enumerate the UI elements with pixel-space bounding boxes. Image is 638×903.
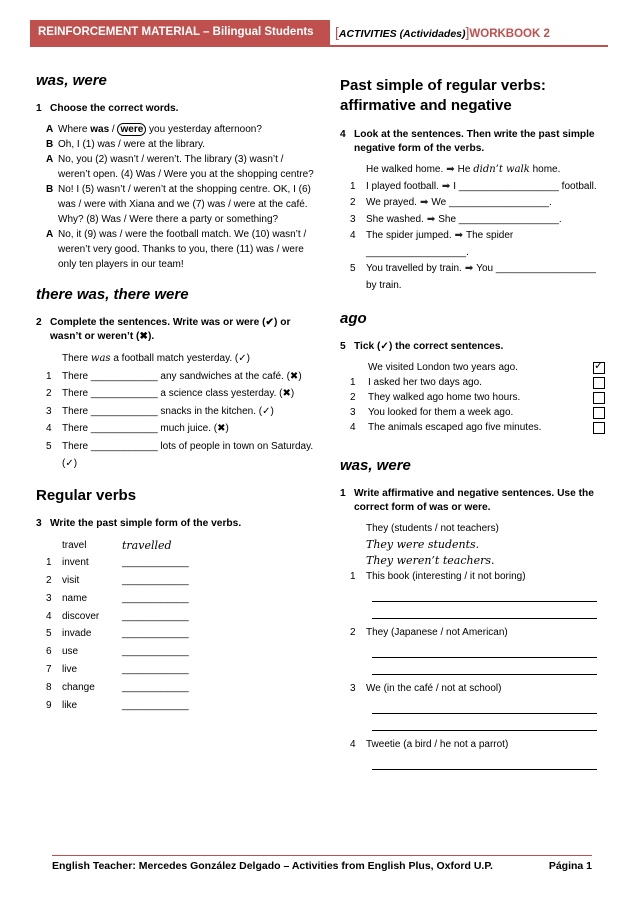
checkbox[interactable] [593,362,605,374]
answer-line[interactable] [372,602,597,619]
section-title: there was, there were [36,286,189,303]
list-item: 1 There ____________ any sandwiches at the café. (✖) [46,370,302,382]
list-item: 2 There ____________ a science class yesterday. (✖) [46,388,295,399]
list-item: 3 She washed. ➡ She __________________. [340,212,605,229]
answer-line[interactable] [372,658,597,675]
page-header [30,20,608,47]
list-item: 2 They walked ago home two hours. [340,390,605,405]
example-item: We visited London two years ago. ✓ [368,360,604,373]
left-column [36,60,316,714]
answer-line[interactable] [372,753,597,770]
list-item: 3 There ____________ snacks in the kitchen. (✓) [46,405,274,417]
list-item: 4 The spider jumped. ➡ The spider __________________. [350,230,514,258]
section-title: ago [340,310,367,327]
answer-line[interactable] [372,697,597,714]
footer-text: English Teacher: Mercedes González Delgado – Activities from English Plus, Oxford U.P. [52,860,493,872]
list-item: 1 I asked her two days ago. [340,375,605,390]
right-arrow-icon: ➡ [446,164,455,175]
example-row: travel travelled [62,538,172,552]
instruction: 3 Write the past simple form of the verbs. [36,517,242,529]
workbook-label: WORKBOOK 2 [469,28,550,40]
verb-row: 9 like ____________ [46,699,189,711]
verb-row: 5 invade ____________ [46,628,189,640]
right-arrow-icon: ➡ [454,230,463,241]
verb-row: 6 use ____________ [46,646,189,658]
exercise-list [36,350,316,473]
instruction: 1 Choose the correct words. [36,103,179,114]
list-item: 1 I played football. ➡ I __________________ football. [340,179,605,196]
header-right [335,20,550,45]
example-answer: They weren’t teachers. [366,554,495,567]
answer-line[interactable] [372,585,597,602]
verb-row: 8 change ____________ [46,681,189,693]
list-item: 4 Tweetie (a bird / he not a parrot) [350,739,509,750]
list-item: 4 The animals escaped ago five minutes. [340,420,605,435]
instruction: 4 Look at the sentences. Then write the past simple negative form of the verbs. [340,129,595,154]
example-item: He walked home. ➡ He didn’t walk home. [340,162,605,179]
checkbox[interactable] [593,422,605,434]
list-item: 1 This book (interesting / it not boring) [350,571,526,582]
right-arrow-icon: ➡ [441,180,451,192]
list-item: 3 We (in the café / not at school) [350,683,502,694]
right-arrow-icon: ➡ [419,197,429,208]
verb-row: 4 discover ____________ [46,610,189,622]
page-footer [52,855,592,872]
bracket-open: [ [335,24,339,40]
verb-row: 3 name ____________ [46,592,189,604]
right-column [340,60,605,770]
exercise-list [340,162,605,294]
page-number: Página 1 [548,860,592,872]
verb-row: 7 live ____________ [46,664,189,676]
checkbox[interactable] [593,392,605,404]
list-item: 4 There ____________ much juice. (✖) [46,423,229,434]
checkbox[interactable] [593,407,605,419]
example-answer: They were students. [366,538,480,551]
verb-table [36,537,316,715]
instruction: 5 Tick (✓) the correct sentences. [340,341,504,352]
instruction: 2 Complete the sentences. Write was or were (✔) or wasn’t or weren’t (✖). [36,317,291,342]
instruction: 1 Write affirmative and negative sentences. Use the correct form of was or were. [340,488,594,513]
section-title: was, were [340,457,411,474]
dialogue-line: A No, you (2) wasn’t / weren’t. The library (3) wasn’t / weren’t open. (4) Was / Were you at the shopping centre? [46,154,314,180]
answer-line[interactable] [372,714,597,731]
verb-row: 1 invent ____________ [46,557,189,569]
example-item: There was a football match yesterday. (✓) [62,353,250,364]
list-item: 2 They (Japanese / not American) [350,627,508,638]
section-title: Past simple of regular verbs: affirmative and negative [340,77,546,114]
section-title: Regular verbs [36,486,137,504]
tick-list [340,360,605,435]
section-title: was, were [36,72,107,89]
dialogue-line: B Oh, I (1) was / were at the library. [46,139,206,150]
right-arrow-icon: ➡ [426,213,436,225]
activities-label: ACTIVITIES (Actividades) [338,28,466,40]
list-item: 2 We prayed. ➡ We __________________. [340,195,605,212]
verb-row: 2 visit ____________ [46,575,189,587]
circled-answer: were [117,123,146,136]
list-item: 3 You looked for them a week ago. [340,405,605,420]
bracket-close: ] [465,24,470,40]
dialogue-line: A Where was / were you yesterday afternoon? [46,124,262,135]
dialogue-line: A No, it (9) was / were the football match. We (10) wasn’t / weren’t very good. Thanks to you, there (11) was / were only ten players in our team! [46,229,307,270]
list-item: 5 There ____________ lots of people in town on Saturday. (✓) [46,440,314,469]
list-item: 5 You travelled by train. ➡ You __________________ by train. [350,263,596,291]
dialogue [36,122,316,272]
answer-line[interactable] [372,641,597,658]
header-title: REINFORCEMENT MATERIAL – Bilingual Students [30,20,330,45]
example-item: They (students / not teachers) [366,523,499,534]
check-icon: ✓ [594,360,604,372]
dialogue-line: B No! I (5) wasn’t / weren’t at the shopping centre. OK, I (6) was / were with Xiana and we (7) was / were at the café. Why? (8) Was / Were there a party or something? [46,184,311,225]
exercise-list [340,521,605,770]
right-arrow-icon: ➡ [464,263,474,274]
checkbox[interactable] [593,377,605,389]
